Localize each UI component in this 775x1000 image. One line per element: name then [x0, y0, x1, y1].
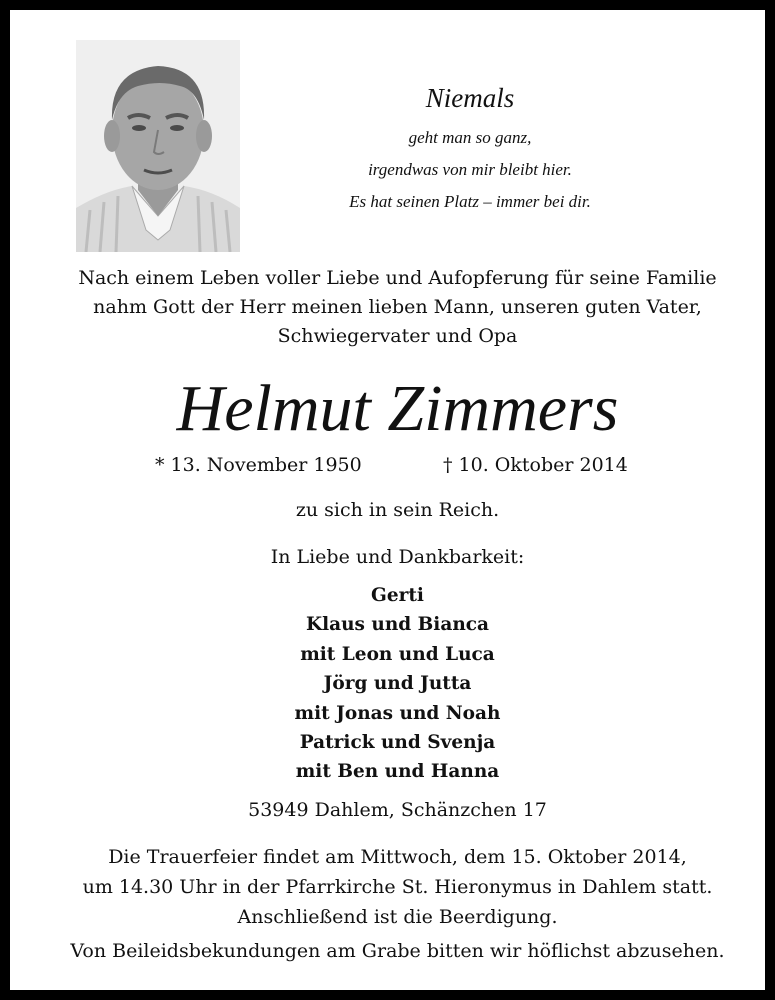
portrait-photo: [76, 40, 240, 252]
family-member: Patrick und Svenja: [299, 732, 496, 754]
thanks-line: In Liebe und Dankbarkeit:: [270, 546, 525, 568]
family-address: 53949 Dahlem, Schänzchen 17: [248, 799, 547, 821]
intro-line: Schwiegervater und Opa: [277, 325, 518, 347]
family-member: Gerti: [371, 585, 424, 606]
intro-text: [30, 264, 765, 351]
poem-line: irgendwas von mir bleibt hier.: [368, 160, 572, 179]
family-member: mit Leon und Luca: [300, 643, 495, 665]
ceremony-info: [30, 842, 765, 932]
family-member: Jörg und Jutta: [323, 673, 472, 695]
poem-line: Es hat seinen Platz – immer bei dir.: [349, 192, 591, 211]
ceremony-line: um 14.30 Uhr in der Pfarrkirche St. Hieronymus in Dahlem statt.: [82, 876, 713, 898]
birth-date: * 13. November 1950: [155, 454, 362, 476]
family-member: Klaus und Bianca: [305, 614, 490, 636]
death-date: † 10. Oktober 2014: [443, 454, 628, 476]
ceremony-line: Anschließend ist die Beerdigung.: [237, 906, 558, 928]
intro-line: nahm Gott der Herr meinen lieben Mann, unseren guten Vater,: [93, 296, 702, 318]
poem-line: geht man so ganz,: [408, 128, 532, 147]
ceremony-line: Die Trauerfeier findet am Mittwoch, dem 15. Oktober 2014,: [108, 846, 687, 868]
intro-line: Nach einem Leben voller Liebe und Aufopferung für seine Familie: [78, 267, 717, 289]
deceased-name: Helmut Zimmers: [176, 372, 619, 445]
family-member: mit Jonas und Noah: [294, 702, 501, 724]
family-member: mit Ben und Hanna: [295, 761, 500, 783]
memorial-poem: [260, 80, 680, 218]
family-list: [30, 581, 765, 787]
poem-heading: Niemals: [425, 83, 515, 113]
closing-note: Von Beileidsbekundungen am Grabe bitten wir höflichst abzusehen.: [70, 940, 725, 962]
reich-line: zu sich in sein Reich.: [295, 499, 500, 521]
